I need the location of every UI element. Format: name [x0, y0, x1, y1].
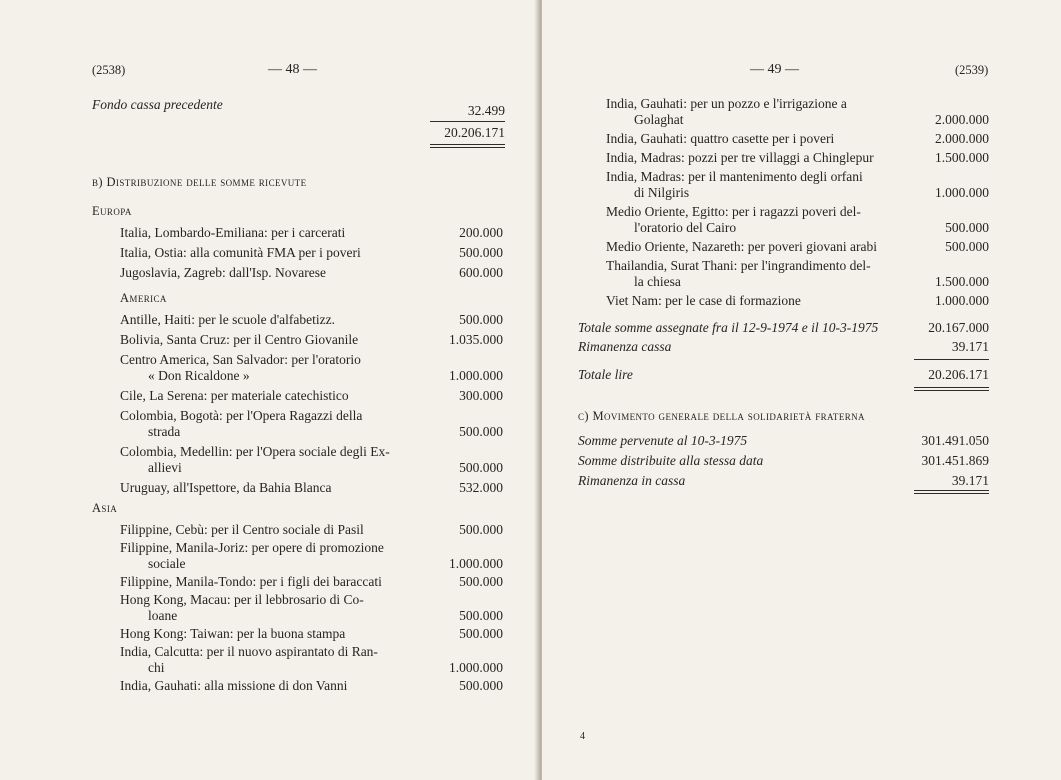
- entry-text-continuation: strada: [148, 424, 181, 439]
- entry-amount: 2.000.000: [935, 112, 989, 127]
- movement-label: Rimanenza in cassa: [578, 473, 686, 488]
- total-value: 20.206.171: [928, 367, 989, 382]
- entry-amount: 1.000.000: [935, 185, 989, 200]
- region-heading-europa: Europa: [92, 204, 132, 218]
- entry-text: Hong Kong: Taiwan: per la buona stampa: [120, 626, 346, 641]
- entry-text: Filippine, Cebù: per il Centro sociale di Pasil: [120, 522, 364, 537]
- entry-amount: 1.000.000: [449, 368, 503, 383]
- fondo-total: 20.206.171: [444, 125, 505, 140]
- entry-text: Bolivia, Santa Cruz: per il Centro Giovanile: [120, 332, 359, 347]
- section-b-title: b) Distribuzione delle somme ricevute: [92, 175, 307, 189]
- assigned-label: Totale somme assegnate fra il 12-9-1974 e il 10-3-1975: [578, 320, 879, 335]
- entry-amount: 500.000: [459, 608, 503, 623]
- total-label: Totale lire: [578, 367, 633, 382]
- entry-amount: 500.000: [459, 460, 503, 475]
- entry-text: Filippine, Manila-Joriz: per opere di promozione: [120, 540, 384, 555]
- entry-text: Uruguay, all'Ispettore, da Bahia Blanca: [120, 480, 332, 495]
- entry-amount: 500.000: [459, 626, 503, 641]
- entry-text: Colombia, Bogotà: per l'Opera Ragazzi della: [120, 408, 363, 423]
- entry-text: India, Gauhati: quattro casette per i poveri: [606, 131, 835, 146]
- entry-text-continuation: « Don Ricaldone »: [148, 368, 250, 383]
- entry-text: Italia, Ostia: alla comunità FMA per i poveri: [120, 245, 361, 260]
- entry-amount: 1.500.000: [935, 150, 989, 165]
- entry-amount: 500.000: [459, 312, 503, 327]
- entry-text-continuation: chi: [148, 660, 165, 675]
- movement-label: Somme distribuite alla stessa data: [578, 453, 764, 468]
- region-heading-asia: Asia: [92, 501, 118, 515]
- entry-amount: 500.000: [945, 220, 989, 235]
- entry-text: Cile, La Serena: per materiale catechistico: [120, 388, 349, 403]
- entry-amount: 1.500.000: [935, 274, 989, 289]
- entry-text: Medio Oriente, Nazareth: per poveri giovani arabi: [606, 239, 878, 254]
- entry-text: Thailandia, Surat Thani: per l'ingrandimento del-: [606, 258, 871, 273]
- movement-value: 301.451.869: [921, 453, 989, 468]
- double-rule: [430, 147, 505, 148]
- region-heading-america: America: [120, 291, 167, 305]
- fondo-label: Fondo cassa precedente: [92, 97, 223, 112]
- double-rule: [914, 387, 989, 388]
- double-rule: [914, 493, 989, 494]
- entry-text: Centro America, San Salvador: per l'oratorio: [120, 352, 361, 367]
- entry-amount: 1.035.000: [449, 332, 503, 347]
- entry-text: Antille, Haiti: per le scuole d'alfabetizz.: [120, 312, 335, 327]
- page-code: (2538): [92, 63, 126, 77]
- entry-text: India, Gauhati: alla missione di don Vanni: [120, 678, 348, 693]
- right-page: [542, 0, 1061, 780]
- divider: [914, 359, 989, 360]
- entry-text-continuation: di Nilgiris: [634, 185, 690, 200]
- double-rule: [914, 390, 989, 391]
- entry-text-continuation: sociale: [148, 556, 186, 571]
- page-code: (2539): [955, 63, 989, 77]
- double-rule: [430, 144, 505, 145]
- double-rule: [914, 490, 989, 491]
- entry-text-continuation: la chiesa: [634, 274, 681, 289]
- section-c-title: c) Movimento generale della solidarietà fraterna: [578, 409, 865, 423]
- entry-text-continuation: loane: [148, 608, 178, 623]
- entry-text: India, Madras: pozzi per tre villaggi a Chinglepur: [606, 150, 874, 165]
- entry-amount: 500.000: [945, 239, 989, 254]
- entry-text: Medio Oriente, Egitto: per i ragazzi poveri del-: [606, 204, 861, 219]
- entry-amount: 1.000.000: [449, 556, 503, 571]
- entry-text: Viet Nam: per le case di formazione: [606, 293, 801, 308]
- entry-text: India, Madras: per il mantenimento degli orfani: [606, 169, 863, 184]
- assigned-value: 20.167.000: [928, 320, 989, 335]
- entry-text-continuation: Golaghat: [634, 112, 684, 127]
- entry-amount: 500.000: [459, 522, 503, 537]
- remainder-value: 39.171: [951, 339, 989, 354]
- movement-value: 39.171: [951, 473, 989, 488]
- entry-text: India, Gauhati: per un pozzo e l'irrigazione a: [606, 96, 847, 111]
- page-number: — 49 —: [750, 62, 799, 77]
- entry-text-continuation: l'oratorio del Cairo: [634, 220, 737, 235]
- entry-text: Italia, Lombardo-Emiliana: per i carcerati: [120, 225, 346, 240]
- page-number: — 48 —: [268, 62, 317, 77]
- entry-amount: 1.000.000: [935, 293, 989, 308]
- movement-label: Somme pervenute al 10-3-1975: [578, 433, 748, 448]
- entry-text: Jugoslavia, Zagreb: dall'Isp. Novarese: [120, 265, 326, 280]
- entry-text: Colombia, Medellin: per l'Opera sociale degli Ex-: [120, 444, 390, 459]
- entry-amount: 1.000.000: [449, 660, 503, 675]
- entry-amount: 200.000: [459, 225, 503, 240]
- divider: [430, 121, 505, 122]
- entry-amount: 500.000: [459, 424, 503, 439]
- entry-amount: 600.000: [459, 265, 503, 280]
- remainder-label: Rimanenza cassa: [578, 339, 672, 354]
- fondo-value: 32.499: [467, 103, 505, 118]
- entry-text: India, Calcutta: per il nuovo aspirantato di Ran-: [120, 644, 378, 659]
- footer-mark: 4: [580, 731, 585, 742]
- movement-value: 301.491.050: [921, 433, 989, 448]
- entry-amount: 500.000: [459, 678, 503, 693]
- entry-amount: 2.000.000: [935, 131, 989, 146]
- entry-text: Filippine, Manila-Tondo: per i figli dei baraccati: [120, 574, 382, 589]
- entry-amount: 500.000: [459, 245, 503, 260]
- entry-amount: 532.000: [459, 480, 503, 495]
- entry-amount: 500.000: [459, 574, 503, 589]
- entry-amount: 300.000: [459, 388, 503, 403]
- entry-text-continuation: allievi: [148, 460, 182, 475]
- entry-text: Hong Kong, Macau: per il lebbrosario di Co-: [120, 592, 364, 607]
